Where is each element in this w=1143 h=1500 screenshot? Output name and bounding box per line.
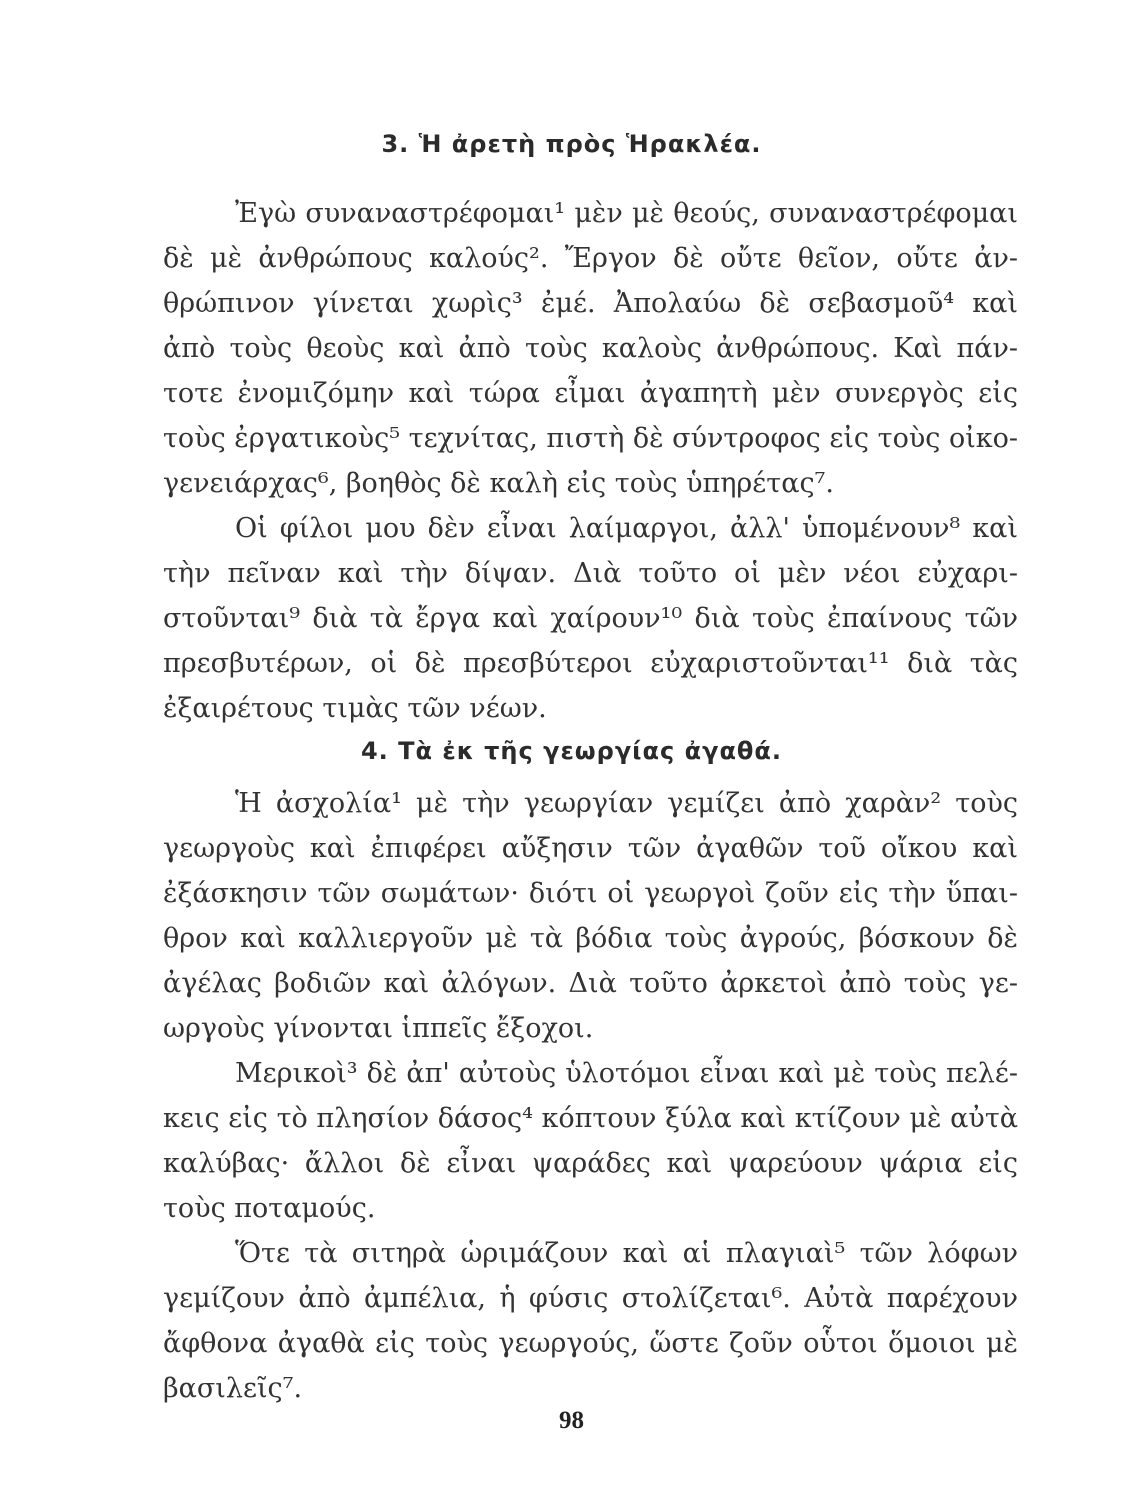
text-line: Ἐγὼ συναναστρέφομαι¹ μὲν μὲ θεούς, συναναστρέφομαι [235, 198, 1018, 229]
text-line: καλύβας· ἄλλοι δὲ εἶναι ψαράδες καὶ ψαρεύουν ψάρια εἰς [163, 1148, 1018, 1179]
text-line: ωργοὺς γίνονται ἱππεῖς ἔξοχοι. [163, 1013, 594, 1044]
text-line: τοὺς ποταμούς. [163, 1193, 376, 1224]
text-line: στοῦνται⁹ διὰ τὰ ἔργα καὶ χαίρουν¹⁰ διὰ τοὺς ἐπαίνους τῶν [163, 603, 1018, 634]
text-line-last: βασιλεῖς⁷. [163, 1373, 303, 1404]
section-title-3: 3. Ἡ ἀρετὴ πρὸς Ἡρακλέα. [381, 130, 762, 158]
text-line: κεις εἰς τὸ πλησίον δάσος⁴ κόπτουν ξύλα καὶ κτίζουν μὲ αὐτὰ [163, 1103, 1018, 1134]
text-line: τὴν πεῖναν καὶ τὴν δίψαν. Διὰ τοῦτο οἱ μὲν νέοι εὐχαρι- [163, 558, 1018, 589]
text-line: τοὺς ἐργατικοὺς⁵ τεχνίτας, πιστὴ δὲ σύντροφος εἰς τοὺς οἰκο- [163, 423, 1018, 454]
page-number: 98 [559, 1407, 584, 1434]
text-line: τοτε ἐνομιζόμην καὶ τώρα εἶμαι ἀγαπητὴ μὲν συνεργὸς εἰς [163, 378, 1018, 409]
text-line: ἀγέλας βοδιῶν καὶ ἀλόγων. Διὰ τοῦτο ἀρκετοὶ ἀπὸ τοὺς γε- [163, 968, 1018, 999]
text-line: ἐξάσκησιν τῶν σωμάτων· διότι οἱ γεωργοὶ ζοῦν εἰς τὴν ὕπαι- [163, 878, 1018, 909]
text-line: πρεσβυτέρων, οἱ δὲ πρεσβύτεροι εὐχαριστοῦνται¹¹ διὰ τὰς [163, 648, 1018, 679]
text-line: γεμίζουν ἀπὸ ἀμπέλια, ἡ φύσις στολίζεται⁶. Αὐτὰ παρέχουν [163, 1283, 1018, 1314]
text-line: ἀπὸ τοὺς θεοὺς καὶ ἀπὸ τοὺς καλοὺς ἀνθρώπους. Καὶ πάν- [163, 333, 1018, 364]
text-line: θρώπινον γίνεται χωρὶς³ ἐμέ. Ἀπολαύω δὲ σεβασμοῦ⁴ καὶ [163, 288, 1018, 319]
text-line: δὲ μὲ ἀνθρώπους καλούς². Ἔργον δὲ οὔτε θεῖον, οὔτε ἀν- [163, 243, 1018, 274]
section-title-4: 4. Τὰ ἐκ τῆς γεωργίας ἀγαθά. [360, 737, 783, 765]
text-line: ἄφθονα ἀγαθὰ εἰς τοὺς γεωργούς, ὥστε ζοῦν οὗτοι ὅμοιοι μὲ [163, 1328, 1018, 1359]
text-line: Μερικοὶ³ δὲ ἀπ' αὐτοὺς ὑλοτόμοι εἶναι καὶ μὲ τοὺς πελέ- [235, 1058, 1018, 1089]
text-line: ἐξαιρέτους τιμὰς τῶν νέων. [163, 693, 547, 724]
text-line: Ὅτε τὰ σιτηρὰ ὡριμάζουν καὶ αἱ πλαγιαὶ⁵ τῶν λόφων [235, 1238, 1018, 1269]
text-line: Ἡ ἀσχολία¹ μὲ τὴν γεωργίαν γεμίζει ἀπὸ χαρὰν² τοὺς [235, 788, 1018, 819]
text-line: γενειάρχας⁶, βοηθὸς δὲ καλὴ εἰς τοὺς ὑπηρέτας⁷. [163, 468, 834, 499]
text-line: γεωργοὺς καὶ ἐπιφέρει αὔξησιν τῶν ἀγαθῶν τοῦ οἴκου καὶ [163, 833, 1018, 864]
text-line: Οἱ φίλοι μου δὲν εἶναι λαίμαργοι, ἀλλ' ὑπομένουν⁸ καὶ [235, 513, 1018, 544]
text-line: θρον καὶ καλλιεργοῦν μὲ τὰ βόδια τοὺς ἀγρούς, βόσκουν δὲ [163, 923, 1018, 954]
